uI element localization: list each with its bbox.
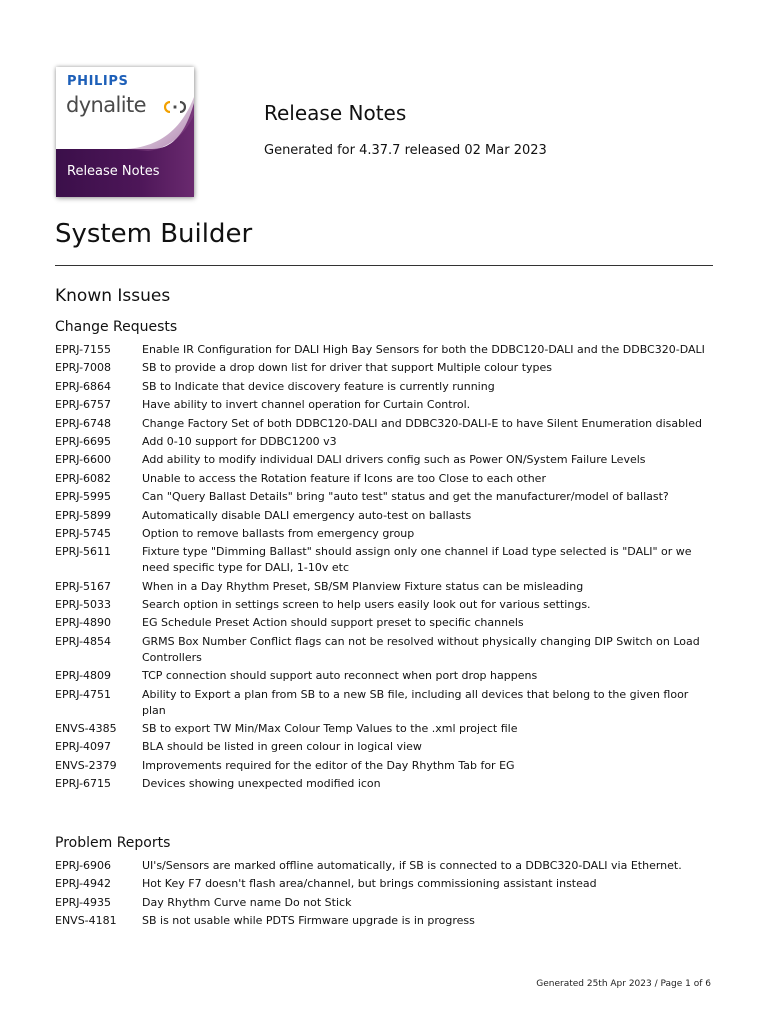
issue-row: [55, 758, 715, 774]
issue-id: EPRJ-6757: [55, 398, 112, 412]
issue-description: Hot Key F7 doesn't flash area/channel, but brings commissioning assistant instead: [142, 877, 597, 891]
issue-id: EPRJ-5745: [55, 526, 112, 540]
issue-id: EPRJ-5995: [55, 490, 112, 504]
issue-id: EPRJ-4809: [55, 669, 112, 683]
issue-row: [55, 895, 715, 911]
issue-id: ENVS-4181: [55, 914, 117, 928]
issue-row: [55, 379, 715, 395]
issue-row: [55, 489, 715, 505]
issue-row: [55, 342, 715, 358]
issue-id: EPRJ-5899: [55, 508, 112, 522]
issue-id: EPRJ-4097: [55, 740, 112, 754]
issue-description: Have ability to invert channel operation for Curtain Control.: [142, 398, 471, 412]
issue-description: BLA should be listed in green colour in logical view: [142, 740, 422, 754]
issue-row: [55, 434, 715, 450]
issue-description: Fixture type "Dimming Ballast" should assign only one channel if Load type selected is "DALI" or we need specific type for DALI, 1-10v etc: [142, 545, 692, 575]
issue-row: [55, 471, 715, 487]
issue-id: EPRJ-6695: [55, 434, 112, 448]
document-title: Release Notes: [264, 101, 407, 125]
issue-id: EPRJ-4890: [55, 616, 112, 630]
issue-row: [55, 634, 715, 666]
issue-description: EG Schedule Preset Action should support preset to specific channels: [142, 616, 524, 630]
issue-description: Day Rhythm Curve name Do not Stick: [142, 895, 352, 909]
issue-description: When in a Day Rhythm Preset, SB/SM Planview Fixture status can be misleading: [142, 579, 584, 593]
issue-row: [55, 360, 715, 376]
issue-description: SB to provide a drop down list for driver that support Multiple colour types: [142, 361, 553, 375]
issue-row: [55, 397, 715, 413]
issue-id: EPRJ-4854: [55, 634, 112, 648]
issue-id: EPRJ-5611: [55, 545, 112, 559]
dynalite-logo: [56, 67, 194, 197]
issue-row: [55, 452, 715, 468]
issue-id: ENVS-4385: [55, 722, 117, 736]
issue-id: EPRJ-4942: [55, 877, 112, 891]
issue-description: Search option in settings screen to help users easily look out for various settings.: [142, 598, 591, 612]
issue-id: EPRJ-6906: [55, 859, 112, 872]
issue-row: [55, 526, 715, 542]
issue-description: Change Factory Set of both DDBC120-DALI and DDBC320-DALI-E to have Silent Enumeration disabled: [142, 416, 702, 430]
issue-id: EPRJ-7155: [55, 343, 112, 356]
issue-id: EPRJ-7008: [55, 361, 112, 375]
issue-id: EPRJ-6600: [55, 453, 112, 467]
issue-description: SB is not usable while PDTS Firmware upgrade is in progress: [142, 914, 475, 928]
issue-description: Option to remove ballasts from emergency group: [142, 526, 415, 540]
issue-description: Can "Query Ballast Details" bring "auto test" status and get the manufacturer/model of ballast?: [142, 490, 669, 504]
title-divider: [55, 265, 713, 266]
issue-description: Enable IR Configuration for DALI High Bay Sensors for both the DDBC120-DALI and the DDBC320-DALI: [142, 343, 705, 356]
issue-id: ENVS-2379: [55, 758, 117, 772]
issue-description: SB to Indicate that device discovery feature is currently running: [142, 379, 495, 393]
issue-description: Devices showing unexpected modified icon: [142, 777, 381, 791]
issue-description: Improvements required for the editor of the Day Rhythm Tab for EG: [142, 758, 515, 772]
issue-description: UI's/Sensors are marked offline automatically, if SB is connected to a DDBC320-DALI via Ethernet.: [142, 859, 682, 872]
change-requests-heading: Change Requests: [55, 319, 178, 335]
issue-row: [55, 579, 715, 595]
change-requests-list: [55, 342, 715, 792]
change-requests-section: [55, 317, 715, 795]
issue-row: [55, 913, 715, 929]
philips-wordmark: PHILIPS: [67, 74, 129, 89]
issue-description: SB to export TW Min/Max Colour Temp Values to the .xml project file: [142, 722, 518, 736]
issue-id: EPRJ-4935: [55, 895, 112, 909]
issue-row: [55, 721, 715, 737]
issue-row: [55, 544, 715, 576]
dynalite-mark-icon: [164, 101, 186, 113]
issue-description: TCP connection should support auto reconnect when port drop happens: [142, 669, 538, 683]
issue-row: [55, 615, 715, 631]
issue-row: [55, 739, 715, 755]
page-footer: Generated 25th Apr 2023 / Page 1 of 6: [536, 979, 711, 989]
issue-id: EPRJ-5167: [55, 579, 112, 593]
known-issues-heading: Known Issues: [55, 286, 171, 306]
problem-reports-list: [55, 858, 715, 929]
logo-release-notes-label: Release Notes: [67, 164, 160, 179]
generated-for-line: Generated for 4.37.7 released 02 Mar 2023: [264, 143, 547, 158]
issue-id: EPRJ-6082: [55, 471, 112, 485]
issue-id: EPRJ-6715: [55, 777, 112, 791]
issue-description: Ability to Export a plan from SB to a new SB file, including all devices that belong to the given floor plan: [142, 687, 689, 717]
issue-description: Automatically disable DALI emergency auto-test on ballasts: [142, 508, 472, 522]
issue-id: EPRJ-5033: [55, 598, 112, 612]
issue-row: [55, 776, 715, 792]
issue-description: Add ability to modify individual DALI drivers config such as Power ON/System Failure Levels: [142, 453, 646, 467]
issue-description: Add 0-10 support for DDBC1200 v3: [142, 434, 337, 448]
dynalite-wordmark: dynalite: [66, 93, 146, 117]
issue-id: EPRJ-6864: [55, 379, 112, 393]
issue-description: Unable to access the Rotation feature if Icons are too Close to each other: [142, 471, 546, 485]
product-title: System Builder: [55, 219, 253, 249]
issue-id: EPRJ-6748: [55, 416, 112, 430]
issue-row: [55, 416, 715, 432]
problem-reports-section: [55, 833, 715, 932]
issue-row: [55, 597, 715, 613]
issue-id: EPRJ-4751: [55, 687, 112, 701]
problem-reports-heading: Problem Reports: [55, 835, 171, 851]
issue-row: [55, 687, 715, 719]
issue-row: [55, 668, 715, 684]
issue-row: [55, 858, 715, 874]
issue-description: GRMS Box Number Conflict flags can not be resolved without physically changing DIP Switch on Load Controllers: [142, 634, 700, 664]
issue-row: [55, 876, 715, 892]
issue-row: [55, 508, 715, 524]
